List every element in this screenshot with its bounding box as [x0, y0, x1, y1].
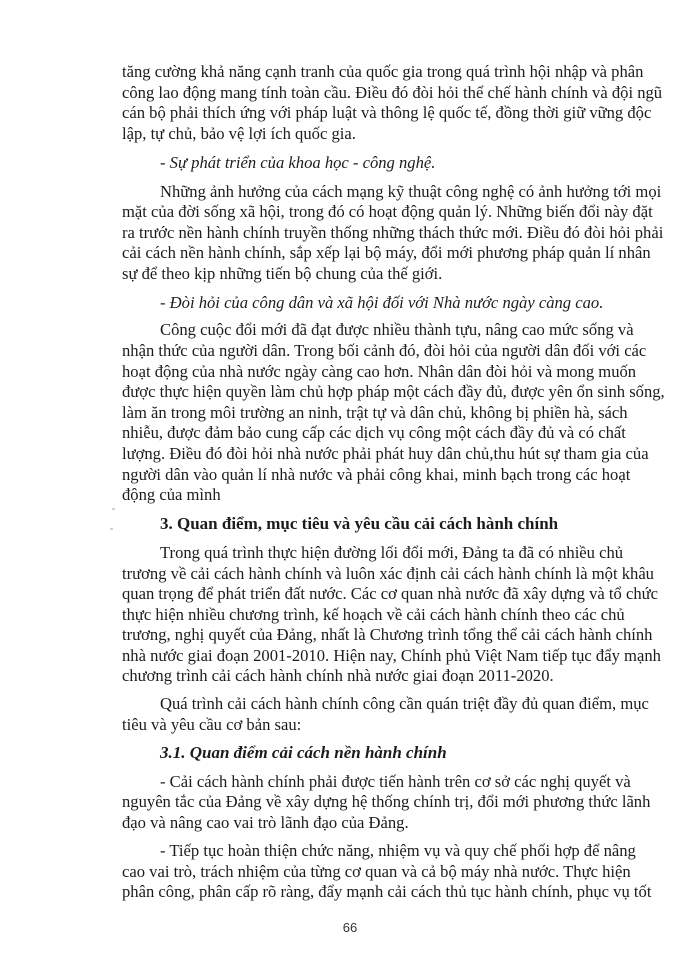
body-text-line: thực hiện nhiều chương trình, kế hoạch về cải cách hành chính theo các chủ [122, 605, 625, 624]
italic-subheading: - Sự phát triển của khoa học - công nghệ. [160, 153, 436, 172]
body-text-line: đạo và nâng cao vai trò lãnh đạo của Đảng. [122, 813, 409, 832]
body-text-line: quan trọng để phát triển đất nước. Các cơ quan nhà nước đã xây dựng và tổ chức [122, 584, 658, 603]
italic-subheading: - Đòi hỏi của công dân và xã hội đối với Nhà nước ngày càng cao. [160, 293, 604, 312]
body-text-line: Công cuộc đổi mới đã đạt được nhiều thành tựu, nâng cao mức sống và [160, 320, 634, 339]
body-text-line: nhận thức của người dân. Trong bối cảnh đó, đòi hỏi của người dân đối với các [122, 341, 647, 360]
body-text-line: động của mình [122, 485, 221, 504]
body-text-line: tăng cường khả năng cạnh tranh của quốc gia trong quá trình hội nhập và phân [122, 62, 644, 81]
body-text-line: Trong quá trình thực hiện đường lối đổi mới, Đảng ta đã có nhiều chủ [160, 543, 624, 562]
body-text-line: nguyên tắc của Đảng về xây dựng hệ thống chính trị, đổi mới phương thức lãnh [122, 792, 651, 811]
body-text-line: cải cách nền hành chính, sắp xếp lại bộ máy, đổi mới phương pháp quản lí nhân [122, 243, 651, 262]
body-text-line: hoạt động của nhà nước ngày càng cao hơn. Nhân dân đòi hỏi và mong muốn [122, 362, 637, 381]
body-text-line: nhà nước giai đoạn 2001-2010. Hiện nay, Chính phủ Việt Nam tiếp tục đẩy mạnh [122, 646, 661, 665]
body-text-line: chương trình cải cách hành chính nhà nước giai đoạn 2011-2020. [122, 666, 554, 685]
body-text-line: làm ăn trong môi trường an ninh, trật tự và dân chủ, không bị phiền hà, sách [122, 403, 628, 422]
body-text-line: Những ảnh hưởng của cách mạng kỹ thuật công nghệ có ảnh hưởng tới mọi [160, 182, 662, 201]
body-text-line: phân công, phân cấp rõ ràng, đẩy mạnh cải cách thủ tục hành chính, phục vụ tốt [122, 882, 652, 901]
body-text-line: - Tiếp tục hoàn thiện chức năng, nhiệm vụ và quy chế phối hợp để nâng [160, 841, 636, 860]
body-text-line: sự để theo kịp những tiến bộ chung của thế giới. [122, 264, 443, 283]
body-text-line: lượng. Điều đó đòi hỏi nhà nước phải phát huy dân chủ,thu hút sự tham gia của [122, 444, 649, 463]
body-text-line: Quá trình cải cách hành chính công cần quán triệt đầy đủ quan điểm, mục [160, 694, 649, 713]
page-number: 66 [342, 920, 358, 935]
body-text-line: - Cải cách hành chính phải được tiến hành trên cơ sở các nghị quyết và [160, 772, 631, 791]
section-heading: 3. Quan điểm, mục tiêu và yêu cầu cải cách hành chính [160, 514, 559, 533]
body-text-line: lập, tự chủ, bảo vệ lợi ích quốc gia. [122, 124, 356, 143]
scan-artifact [112, 508, 115, 510]
body-text-line: cán bộ phải thích ứng với pháp luật và thông lệ quốc tế, đồng thời giữ vững độc [122, 103, 652, 122]
body-text-line: nhiễu, được đảm bảo cung cấp các dịch vụ công một cách đầy đủ và có chất [122, 423, 626, 442]
body-text-line: công lao động mang tính toàn cầu. Điều đó đòi hỏi thể chế hành chính và đội ngũ [122, 83, 663, 102]
scan-artifact [110, 528, 113, 530]
subsection-heading: 3.1. Quan điểm cải cách nền hành chính [160, 743, 447, 762]
body-text-line: tiêu và yêu cầu cơ bản sau: [122, 715, 302, 734]
body-text-line: ra trước nền hành chính truyền thống những thách thức mới. Điều đó đòi hỏi phải [122, 223, 664, 242]
body-text-line: cao vai trò, trách nhiệm của từng cơ quan và cả bộ máy nhà nước. Thực hiện [122, 862, 631, 881]
body-text-line: được thực hiện quyền làm chủ hợp pháp một cách đầy đủ, được yên ổn sinh sống, [122, 382, 665, 401]
body-text-line: trương về cải cách hành chính và luôn xác định cải cách hành chính là một khâu [122, 564, 654, 583]
body-text-line: mặt của đời sống xã hội, trong đó có hoạt động quản lý. Những biến đổi này đặt [122, 202, 653, 221]
body-text-line: trương, nghị quyết của Đảng, nhất là Chương trình tổng thể cải cách hành chính [122, 625, 653, 644]
body-text-line: người dân vào quản lí nhà nước và phải công khai, minh bạch trong các hoạt [122, 465, 631, 484]
